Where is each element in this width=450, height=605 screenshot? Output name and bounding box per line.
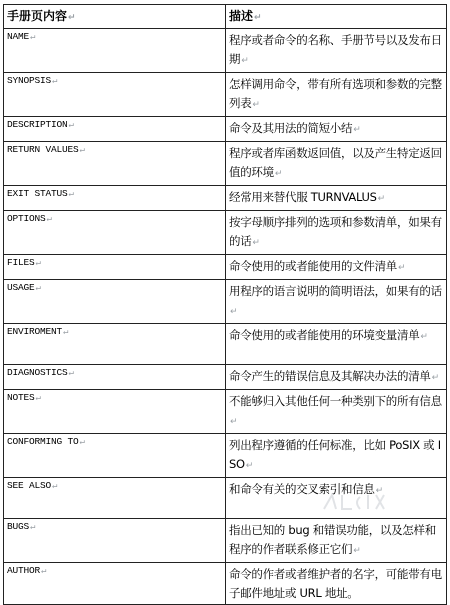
section-desc-cell: [226, 186, 447, 211]
section-desc: 用程序的语言说明的简明语法，如果有的话: [229, 284, 442, 298]
section-name: AUTHOR: [7, 565, 41, 576]
table-row: [4, 73, 447, 117]
paragraph-mark-icon: ↵: [79, 437, 85, 447]
section-name-cell: [4, 365, 226, 390]
section-name: CONFORMING TO: [7, 436, 79, 447]
section-name: USAGE: [7, 282, 35, 293]
paragraph-mark-icon: ↵: [230, 307, 238, 317]
section-name-cell: [4, 563, 226, 605]
section-name-cell: [4, 73, 226, 117]
header-description: [226, 5, 447, 29]
section-name: NAME: [7, 31, 30, 42]
header-section-content: [4, 5, 226, 29]
section-name-cell: [4, 255, 226, 280]
section-name-cell: [4, 186, 226, 211]
table-row: [4, 324, 447, 365]
paragraph-mark-icon: ↵: [68, 13, 76, 23]
table-header-row: [4, 5, 447, 29]
section-name: SYNOPSIS: [7, 75, 52, 86]
table-row: [4, 117, 447, 142]
section-desc-cell: [226, 365, 447, 390]
paragraph-mark-icon: ↵: [420, 332, 428, 342]
paragraph-mark-icon: ↵: [245, 461, 254, 471]
section-name: NOTES: [7, 392, 35, 403]
section-name: OPTIONS: [7, 213, 46, 224]
paragraph-mark-icon: ↵: [241, 56, 249, 66]
section-desc: 命令使用的或者能使用的环境变量清单: [229, 328, 420, 342]
section-name-cell: [4, 478, 226, 519]
section-desc-cell: [226, 280, 447, 324]
section-desc: 经常用来替代服 TURNVALUS: [229, 190, 377, 204]
table-row: [4, 142, 447, 186]
section-desc: 按字母顺序排列的选项和参数清单，如果有的话: [229, 215, 442, 248]
paragraph-mark-icon: ↵: [52, 481, 58, 491]
paragraph-mark-icon: ↵: [398, 263, 406, 273]
section-desc-cell: [226, 478, 447, 519]
section-desc-cell: [226, 390, 447, 434]
section-name: DIAGNOSTICS: [7, 367, 68, 378]
section-desc: 列出程序遵循的任何标准，比如 PoSIX 或 ISO: [229, 438, 441, 471]
paragraph-mark-icon: ↵: [252, 238, 260, 248]
section-desc-cell: [226, 117, 447, 142]
section-name-cell: [4, 29, 226, 73]
section-desc-cell: [226, 142, 447, 186]
section-desc: 不能够归入其他任何一种类别下的所有信息: [229, 394, 442, 408]
section-desc: 和命令有关的交叉索引和信息: [229, 482, 375, 496]
section-name-cell: [4, 280, 226, 324]
table-row: [4, 519, 447, 563]
header-label: 描述: [229, 9, 254, 23]
section-desc-cell: [226, 73, 447, 117]
section-desc: 程序或者命令的名称、手册节号以及发布日期: [229, 33, 442, 66]
section-desc: 指出已知的 bug 和错误功能，以及怎样和程序的作者联系修正它们: [229, 523, 436, 556]
manpage-sections-table: [3, 4, 447, 605]
paragraph-mark-icon: ↵: [52, 76, 58, 86]
paragraph-mark-icon: ↵: [377, 194, 385, 204]
paragraph-mark-icon: ↵: [79, 145, 85, 155]
paragraph-mark-icon: ↵: [35, 393, 41, 403]
section-desc: 程序或者库函数返回值，以及产生特定返回值的环境: [229, 146, 442, 179]
paragraph-mark-icon: ↵: [46, 214, 52, 224]
section-name: SEE ALSO: [7, 480, 52, 491]
paragraph-mark-icon: ↵: [254, 13, 262, 23]
section-name-cell: [4, 142, 226, 186]
section-desc: 怎样调用命令，带有所有选项和参数的完整列表: [229, 77, 442, 110]
paragraph-mark-icon: ↵: [353, 546, 361, 556]
section-desc: 命令使用的或者能使用的文件清单: [229, 259, 397, 273]
table-row: [4, 29, 447, 73]
paragraph-mark-icon: ↵: [252, 100, 260, 110]
paragraph-mark-icon: ↵: [35, 258, 41, 268]
table-row: [4, 390, 447, 434]
table-row: [4, 186, 447, 211]
section-name-cell: [4, 211, 226, 255]
section-name-cell: [4, 117, 226, 142]
paragraph-mark-icon: ↵: [63, 327, 69, 337]
section-desc: 命令及其用法的简短小结: [229, 121, 353, 135]
section-name: DESCRIPTION: [7, 119, 68, 130]
table-row: [4, 280, 447, 324]
section-desc: 命令产生的错误信息及其解决办法的清单: [229, 369, 431, 383]
table-row: [4, 478, 447, 519]
table-row: [4, 255, 447, 280]
paragraph-mark-icon: ↵: [30, 522, 36, 532]
table-row: [4, 563, 447, 605]
section-name-cell: [4, 324, 226, 365]
paragraph-mark-icon: ↵: [30, 32, 36, 42]
section-desc-cell: [226, 29, 447, 73]
paragraph-mark-icon: ↵: [353, 125, 361, 135]
section-name: EXIT STATUS: [7, 188, 68, 199]
section-desc-cell: [226, 211, 447, 255]
section-name-cell: [4, 434, 226, 478]
section-desc-cell: [226, 434, 447, 478]
table-row: [4, 434, 447, 478]
section-name: FILES: [7, 257, 35, 268]
paragraph-mark-icon: ↵: [35, 283, 41, 293]
section-name-cell: [4, 390, 226, 434]
paragraph-mark-icon: ↵: [68, 368, 74, 378]
paragraph-mark-icon: ↵: [41, 566, 47, 576]
section-desc-cell: [226, 519, 447, 563]
paragraph-mark-icon: ↵: [431, 373, 439, 383]
section-name-cell: [4, 519, 226, 563]
section-name: BUGS: [7, 521, 30, 532]
paragraph-mark-icon: ↵: [68, 120, 74, 130]
paragraph-mark-icon: ↵: [375, 486, 383, 496]
section-desc-cell: [226, 324, 447, 365]
section-desc-cell: [226, 563, 447, 605]
section-desc: 命令的作者或者维护者的名字，可能带有电子邮件地址或 URL 地址。: [229, 567, 442, 600]
table-row: [4, 365, 447, 390]
paragraph-mark-icon: ↵: [68, 189, 74, 199]
header-label: 手册页内容: [7, 9, 68, 23]
paragraph-mark-icon: ↵: [230, 417, 238, 427]
section-desc-cell: [226, 255, 447, 280]
table-row: [4, 211, 447, 255]
section-name: RETURN VALUES: [7, 144, 79, 155]
paragraph-mark-icon: ↵: [274, 169, 283, 179]
section-name: ENVIROMENT: [7, 326, 63, 337]
